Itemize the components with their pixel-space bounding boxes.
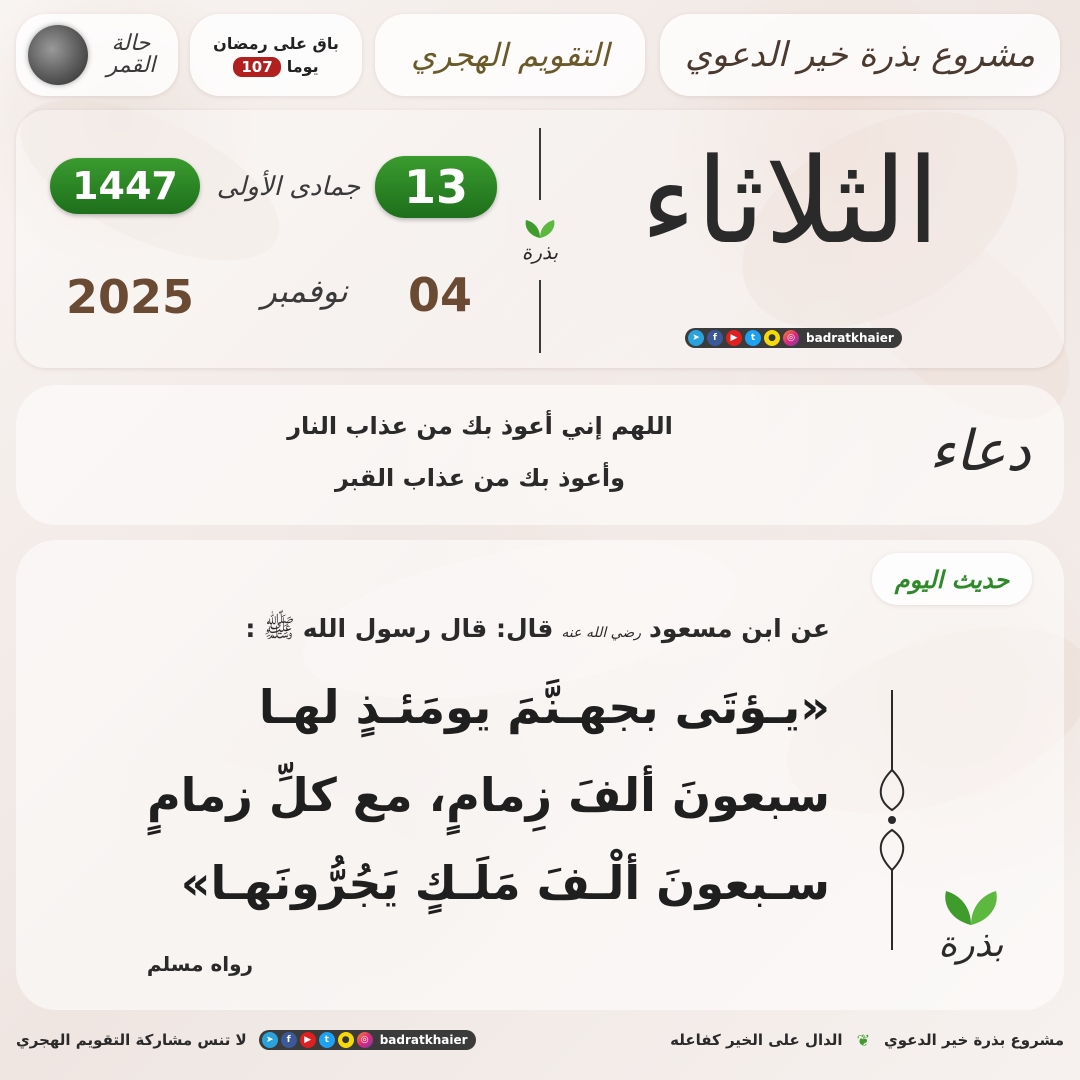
twitter-icon[interactable]: t — [319, 1032, 335, 1048]
facebook-icon[interactable]: f — [707, 330, 723, 346]
hadith-salutation: ﷺ — [263, 614, 295, 644]
ramadan-days-unit: يوما — [286, 57, 319, 76]
greg-year: 2025 — [65, 270, 195, 324]
ornament-divider-hadith — [872, 690, 912, 950]
hadith-source: رواه مسلم — [146, 952, 254, 976]
hadith-label: حديث اليوم — [894, 564, 1010, 594]
hijri-year-badge — [50, 158, 200, 214]
moon-phase — [16, 14, 178, 96]
footer-share: لا تنس مشاركة التقويم الهجري — [16, 1031, 247, 1049]
ramadan-countdown — [190, 14, 362, 96]
social-bar-top — [685, 328, 902, 348]
dua-line-1: اللهم إني أعوذ بك من عذاب النار — [287, 412, 673, 440]
snapchat-icon[interactable]: ● — [764, 330, 780, 346]
project-title: مشروع بذرة خير الدعوي — [684, 35, 1036, 75]
logo-small — [506, 200, 574, 280]
hijri-day: 13 — [403, 160, 468, 214]
hadith-honorific: رضي الله عنه — [561, 625, 642, 641]
social-handle[interactable]: badratkhaier — [806, 331, 894, 345]
footer-slogan: الدال على الخير كفاعله — [670, 1031, 843, 1049]
calendar-title-pill — [375, 14, 645, 96]
hadith-intro — [160, 612, 830, 650]
hadith-line-3: سـبعونَ ألْـفَ مَلَـكٍ يَجُرُّونَهـا» — [180, 856, 830, 910]
moon-label: حالة القمر — [106, 31, 156, 78]
greg-day: 04 — [407, 268, 472, 322]
youtube-icon[interactable]: ▶ — [300, 1032, 316, 1048]
footer — [16, 1020, 1064, 1060]
logo-text: بذرة — [521, 240, 559, 264]
calendar-title: التقويم الهجري — [410, 36, 610, 74]
instagram-icon[interactable]: ◎ — [783, 330, 799, 346]
dua-line-2: وأعوذ بك من عذاب القبر — [335, 464, 625, 492]
hadith-line-2: سبعونَ ألفَ زِمامٍ، مع كلِّ زمامٍ — [146, 768, 830, 822]
hijri-month: جمادى الأولى — [216, 172, 361, 202]
hadith-line-1: «يـؤتَى بجهـنَّمَ يومَئـذٍ لهـا — [258, 680, 830, 734]
twitter-icon[interactable]: t — [745, 330, 761, 346]
hadith-said: قال: قال رسول الله — [302, 614, 554, 643]
snapchat-icon[interactable]: ● — [338, 1032, 354, 1048]
leaf-icon — [520, 216, 560, 240]
instagram-icon[interactable]: ◎ — [357, 1032, 373, 1048]
dua-label: دعاء — [929, 419, 1031, 484]
moon-icon — [28, 25, 88, 85]
greg-month: نوفمبر — [261, 272, 348, 310]
logo-large-text: بذرة — [938, 924, 1004, 965]
footer-leaf-icon: ❦ — [856, 1030, 870, 1050]
logo-large — [925, 885, 1017, 1000]
project-title-pill — [660, 14, 1060, 96]
youtube-icon[interactable]: ▶ — [726, 330, 742, 346]
ramadan-label: باق على رمضان — [213, 33, 339, 53]
telegram-icon[interactable]: ➤ — [688, 330, 704, 346]
hadith-colon: : — [245, 614, 256, 643]
day-name: الثلاثاء — [640, 132, 940, 270]
hijri-day-badge — [375, 156, 497, 218]
leaf-icon — [936, 885, 1006, 927]
social-bar-footer — [259, 1030, 476, 1050]
hadith-label-pill — [872, 553, 1032, 605]
footer-handle[interactable]: badratkhaier — [379, 1033, 468, 1047]
footer-project: مشروع بذرة خير الدعوي — [883, 1031, 1064, 1049]
ramadan-days-badge: 107 — [233, 57, 280, 77]
hijri-year: 1447 — [72, 164, 178, 208]
telegram-icon[interactable]: ➤ — [262, 1032, 278, 1048]
hadith-narrator: عن ابن مسعود — [649, 614, 830, 643]
facebook-icon[interactable]: f — [281, 1032, 297, 1048]
